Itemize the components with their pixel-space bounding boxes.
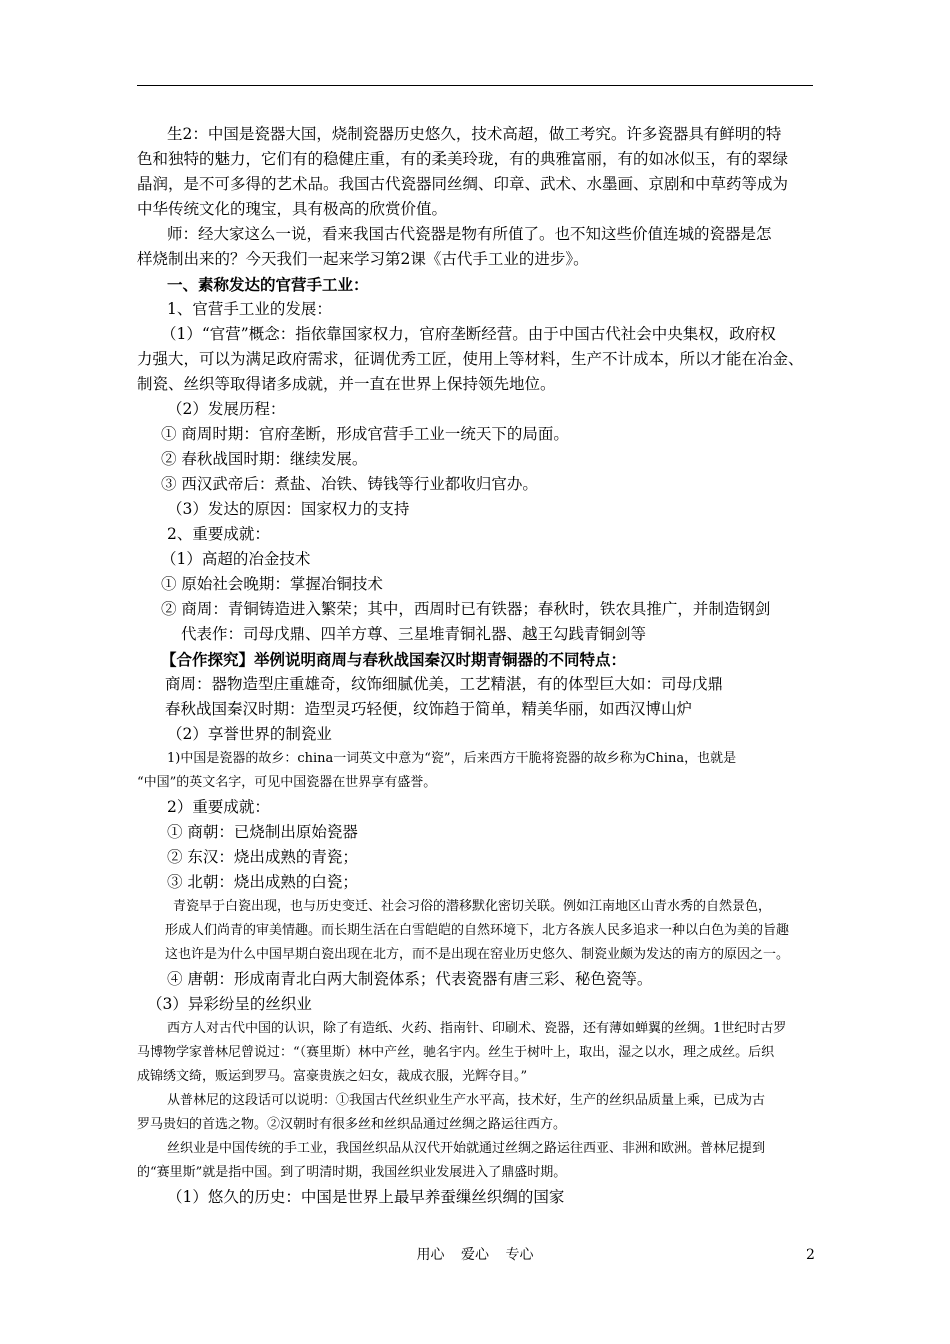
list-item: ③ 西汉武帝后：煮盐、冶铁、铸钱等行业都收归官办。: [161, 475, 538, 493]
paragraph-line: 商周：器物造型庄重雄奇，纹饰细腻优美，工艺精湛，有的体型巨大如：司母戊鼎: [165, 675, 724, 693]
paragraph-line: 样烧制出来的？今天我们一起来学习第2课《古代手工业的进步》。: [137, 250, 589, 268]
page-number: 2: [806, 1247, 815, 1263]
paragraph-line: （3）发达的原因：国家权力的支持: [167, 500, 410, 518]
paragraph-line: 师：经大家这么一说，看来我国古代瓷器是物有所值了。也不知这些价值连城的瓷器是怎: [167, 225, 772, 243]
list-item: ② 东汉：烧出成熟的青瓷；: [167, 848, 358, 866]
paragraph-line: （3）异彩纷呈的丝织业: [147, 995, 312, 1013]
list-item: ② 春秋战国时期：继续发展。: [161, 450, 368, 468]
paragraph-line: 生2：中国是瓷器大国，烧制瓷器历史悠久，技术高超，做工考究。许多瓷器具有鲜明的特: [167, 125, 782, 143]
footer-text: 用心: [416, 1247, 445, 1263]
paragraph-line: （1）“官营”概念：指依靠国家权力，官府垄断经营。由于中国古代社会中央集权，政府权: [161, 325, 776, 343]
paragraph-line: （2）享誉世界的制瓷业: [167, 725, 332, 743]
paragraph-line: 晶润，是不可多得的艺术品。我国古代瓷器同丝绸、印章、武术、水墨画、京剧和中草药等成为: [137, 175, 789, 193]
list-item: ② 商周：青铜铸造进入繁荣；其中，西周时已有铁器；春秋时，铁农具推广，并制造钢剑: [161, 600, 771, 618]
paragraph-line: 罗马贵妇的首选之物。②汉朝时有很多丝和丝织品通过丝绸之路运往西方。: [137, 1117, 567, 1132]
paragraph-line: 成锦绣文绮，贩运到罗马。富豪贵族之妇女，裁成衣服，光辉夺目。”: [137, 1069, 528, 1084]
paragraph-line: 这也许是为什么中国早期白瓷出现在北方，而不是出现在窑业历史悠久、制瓷业颇为发达的南方的原因之一。: [165, 947, 790, 962]
subsection-heading: 1、官营手工业的发展：: [167, 300, 332, 318]
list-item: ① 商朝：已烧制出原始瓷器: [167, 823, 358, 841]
paragraph-line: 丝织业是中国传统的手工业，我国丝织品从汉代开始就通过丝绸之路运往西亚、非洲和欧洲。普林尼提到: [167, 1141, 766, 1156]
paragraph-line: 1)中国是瓷器的故乡：china一词英文中意为“瓷”，后来西方干脆将瓷器的故乡称为China，也就是: [167, 751, 737, 766]
footer-text: 专心: [505, 1247, 534, 1263]
paragraph-line: “中国”的英文名字，可见中国瓷器在世界享有盛誉。: [137, 775, 437, 790]
subsection-heading: 2、重要成就：: [167, 525, 270, 543]
paragraph-line: （1）悠久的历史：中国是世界上最早养蚕缫丝织绸的国家: [167, 1188, 565, 1206]
paragraph-line: 2）重要成就：: [167, 798, 270, 816]
paragraph-line: （2）发展历程：: [167, 400, 286, 418]
paragraph-line: （1）高超的冶金技术: [161, 550, 311, 568]
paragraph-line: 的“赛里斯”就是指中国。到了明清时期，我国丝织业发展进入了鼎盛时期。: [137, 1165, 567, 1180]
list-item: ③ 北朝：烧出成熟的白瓷；: [167, 873, 358, 891]
paragraph-line: 中华传统文化的瑰宝，具有极高的欣赏价值。: [137, 200, 448, 218]
paragraph-line: 力强大，可以为满足政府需求，征调优秀工匠，使用上等材料，生产不计成本，所以才能在冶金、: [137, 350, 804, 368]
footer-text: 爱心: [461, 1247, 489, 1263]
paragraph-line: 西方人对古代中国的认识，除了有造纸、火药、指南针、印刷术、瓷器，还有薄如蝉翼的丝绸。1世纪时古罗: [167, 1021, 787, 1036]
paragraph-line: 代表作：司母戊鼎、四羊方尊、三星堆青铜礼器、越王勾践青铜剑等: [181, 625, 647, 643]
paragraph-line: 色和独特的魅力，它们有的稳健庄重，有的柔美玲珑，有的典雅富丽，有的如冰似玉，有的翠绿: [137, 150, 789, 168]
paragraph-line: 马博物学家普林尼曾说过：“（赛里斯）林中产丝，驰名宇内。丝生于树叶上，取出，湿之以水，理之成丝。后织: [137, 1045, 775, 1060]
document-body: [137, 122, 827, 1210]
list-item: ④ 唐朝：形成南青北白两大制瓷体系；代表瓷器有唐三彩、秘色瓷等。: [167, 970, 653, 988]
header-rule: [137, 85, 813, 86]
cooperative-inquiry-heading: 【合作探究】举例说明商周与春秋战国秦汉时期青铜器的不同特点：: [161, 650, 627, 669]
paragraph-line: 青瓷早于白瓷出现，也与历史变迁、社会习俗的潜移默化密切关联。例如江南地区山青水秀的自然景色，: [173, 899, 772, 914]
list-item: ① 原始社会晚期：掌握冶铜技术: [161, 575, 383, 593]
paragraph-line: 形成人们尚青的审美情趣。而长期生活在白雪皑皑的自然环境下，北方各族人民多追求一种以白色为美的旨趣: [165, 923, 790, 938]
paragraph-line: 从普林尼的这段话可以说明：①我国古代丝织业生产水平高，技术好，生产的丝织品质量上乘，已成为古: [167, 1093, 766, 1108]
section-heading: 一、素称发达的官营手工业：: [167, 275, 369, 294]
list-item: ① 商周时期：官府垄断，形成官营手工业一统天下的局面。: [161, 425, 569, 443]
paragraph-line: 制瓷、丝织等取得诸多成就，并一直在世界上保持领先地位。: [137, 375, 556, 393]
paragraph-line: 春秋战国秦汉时期：造型灵巧轻便，纹饰趋于简单，精美华丽，如西汉博山炉: [165, 700, 693, 718]
